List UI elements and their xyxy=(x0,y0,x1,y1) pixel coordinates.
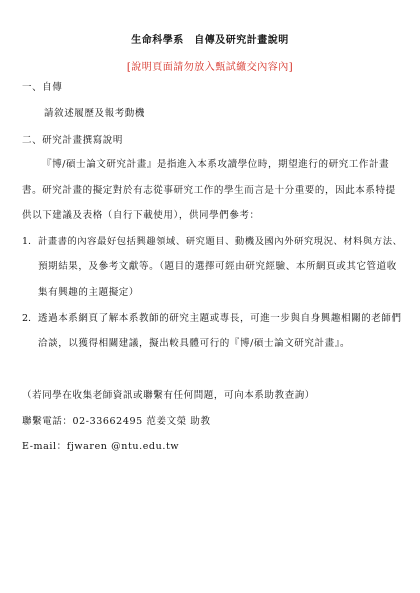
item1-line-2: 預期結果，及參考文獻等。（題目的選擇可經由研究經驗、本所網頁或其它管道收 xyxy=(38,261,397,272)
item2-number: 2. xyxy=(22,313,32,324)
inquiry-note: （若同學在收集老師資訊或聯繫有任何問題，可向本系助教查詢） xyxy=(22,390,315,401)
document-title: 生命科學系 自傳及研究計畫說明 xyxy=(131,35,289,46)
item2-line-2: 洽談，以獲得相關建議，擬出較具體可行的『博/碩士論文研究計畫』。 xyxy=(38,338,351,349)
section2-intro-line-2: 書。研究計畫的擬定對於有志從事研究工作的學生而言是十分重要的，因此本系特提 xyxy=(22,185,396,196)
section2-intro-line-1: 『博/碩士論文研究計畫』是指進入本系攻讀學位時，期望進行的研究工作計畫 xyxy=(42,159,390,170)
section1-body: 請敘述履歷及報考動機 xyxy=(44,108,146,119)
item1-line-1: 計畫書的內容最好包括興趣領域、研究題目、動機及國內外研究現況、材料與方法、 xyxy=(38,236,403,247)
item1-number: 1. xyxy=(22,236,32,247)
item2-line-1: 透過本系網頁了解本系教師的研究主題或專長，可進一步與自身興趣相關的老師們 xyxy=(38,313,402,324)
section2-heading: 二、研究計畫撰寫說明 xyxy=(22,135,124,146)
contact-phone: 聯繫電話：02-33662495 范姜文榮 助教 xyxy=(22,416,211,427)
section1-heading: 一、自傳 xyxy=(22,82,63,93)
item1-line-3: 集有興趣的主題擬定） xyxy=(38,287,140,298)
contact-email: E-mail：fjwaren @ntu.edu.tw xyxy=(22,441,180,452)
red-notice: [說明頁面請勿放入甄試繳交內容內] xyxy=(126,62,294,73)
section2-intro-line-3: 供以下建議及表格（自行下載使用），供同學們參考： xyxy=(22,210,260,221)
